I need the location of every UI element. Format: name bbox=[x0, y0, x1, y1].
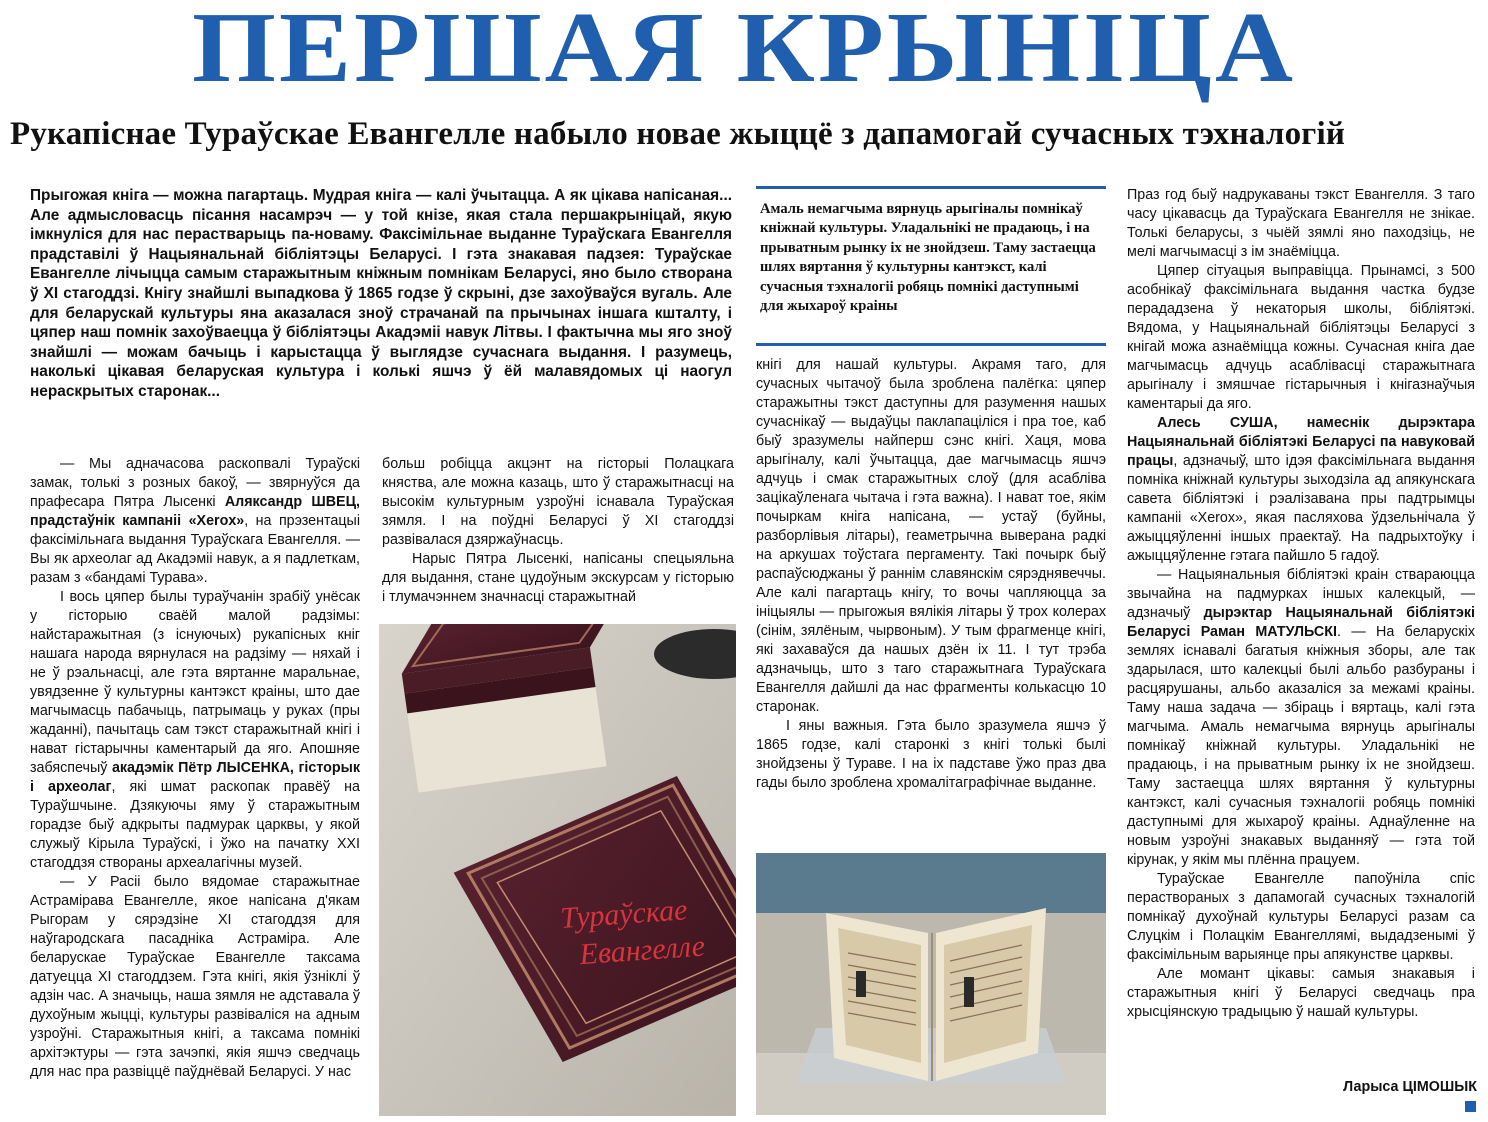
pull-quote-text: Амаль немагчыма вярнуць арыгіналы помнікаў кніжнай культуры. Уладальнікі не прадаюць, і на прыватным рынку іх не знойдзеш. Таму застаецца шлях вяртання ў культурны кантэкст, калі сучасныя тэхналогіі робяць помнікі даступнымі для жыхароў краіны bbox=[760, 201, 1096, 315]
paragraph: І вось цяпер былы тураўчанін зрабіў унёсак у гісторыю сваёй малой радзімы: найстаражытная (з існуючых) рукапісных кніг нашага народа вярнулася на радзіму — няхай і не ў рэальнасці, але гэта вяртанне маральнае, увядзенне ў культурны кантэкст краіны, што дае магчымасць пабачыць, патрымаць у руках (пры жаданні), пачытаць сам тэкст старажытнай кнігі і нават гістарычны каментарый да яго. Апошняе забяспечыў акадэмік Пётр ЛЫСЕНКА, гісторык і археолаг, які шмат раскопак правёў на Тураўшчыне. Дзякуючы яму ў старажытным горадзе быў адкрыты падмурак царквы, у якой служыў Кірыла Тураўскі, і ўжо на пачатку XXI стагоддзя створаны археалагічны музей. bbox=[30, 589, 360, 871]
quote-bottom-rule bbox=[756, 343, 1106, 346]
masthead-title: ПЕРШАЯ КРЫНІЦА bbox=[192, 0, 1296, 104]
paragraph: больш робіцца акцэнт на гісторыі Полацкага княства, але можна казаць, што ў старажытнасці на высокім культурным узроўні існавала Тураўская зямля. І на поўдні Беларусі ў XI стагоддзі развівалася дзяржаўнасць. bbox=[382, 456, 734, 548]
pull-quote bbox=[756, 186, 1106, 346]
article-lead: Прыгожая кніга — можна пагартаць. Мудрая кніга — калі ўчытацца. А як цікава напісаная... Але адмысловасць пісання насамрэч — у той кнізе, якая стала першакрыніцай, якую імкнуліся для нас перастварыць па-новаму. Факсімільнае выданне Тураўскага Евангелля прадставілі ў Нацыянальнай бібліятэцы Беларусі. І гэта знакавая падзея: Тураўскае Евангелле лічыцца самым старажытным кніжным помнікам Беларусі, яно было створана ў XI стагоддзі. Кнігу знайшлі выпадкова ў 1865 годзе ў скрыні, дзе захоўваўся вугаль. Але для беларускай культуры яна аказалася зноў страчанай па прычынах іншага кшталту, і цяпер наш помнік захоўваецца ў бібліятэцы Акадэміі навук Літвы. І фактычна мы яго зноў знайшлі — можам бачыць і карыстацца ў выглядзе сучаснага выдання. І разумець, наколькі цікавая беларуская культура і колькі яшчэ ў ёй малавядомых ці наогул нераскрытых старонак... bbox=[30, 187, 732, 400]
paragraph: Алесь СУША, намеснік дырэктара Нацыянальнай бібліятэкі Беларусі па навуковай працы, адзначыў, што ідэя факсімільнага выдання помніка кніжнай культуры зыходзіла ад апякунскага савета бібліятэкі і рэалізавана пры падтрымцы кампаніі «Xerox», якая пасляхова ўдзельнічала ў ажыццяўленні іншых праектаў. На падрыхтоўку і ажыццяўленне гэтага пайшло 5 гадоў. bbox=[1127, 415, 1475, 564]
paragraph: Цяпер сітуацыя выправіцца. Прынамсі, з 500 асобнікаў факсімільнага выдання частка будзе перададзена ў некаторыя школы, бібліятэкі. Вядома, у Нацыянальнай бібліятэцы Беларусі з кнігай можа азнаёміцца кожны. Сучасная кніга дае магчымасць адчуць асаблівасці старажытнага арыгіналу і змяшчае гістарычныя і кнігазнаўчыя каментарыі да яго. bbox=[1127, 263, 1475, 412]
paragraph: — Нацыянальныя бібліятэкі краін ствараюцца звычайна на падмурках іншых калекцый, — адзначыў дырэктар Нацыянальнай бібліятэкі Беларусі Раман МАТУЛЬСКІ. — На беларускіх землях існавалі багатыя кніжныя зборы, але так здарылася, што калекцыі былі альбо разбураны і расцярушаны, альбо аказаліся за межамі краіны. Таму наша задача — збіраць і вяртаць, калі гэта магчыма. Амаль немагчыма вярнуць арыгіналы помнікаў кніжнай культуры. Уладальнікі не прадаюць, і на прыватным рынку іх не знойдзеш. Таму застаецца шлях вяртання ў культурны кантэкст, калі сучасныя тэхналогіі робяць помнікі даступнымі для жыхароў краіны. Аднаўленне на новым узроўні знакавых выданняў — гэта той кірунак, у якім мы плённа працуем. bbox=[1127, 567, 1475, 868]
paragraph: — Мы адначасова раскопвалі Тураўскі замак, толькі з розных бакоў, — звярнуўся да прафесара Пятра Лысенкі Аляксандр ШВЕЦ, прадстаўнік кампаніі «Xerox», на прэзентацыі факсімільнага выдання Тураўскага Евангелля. — Вы як археолаг ад Акадэміі навук, а я падлеткам, разам з «бандамі Турава». bbox=[30, 456, 360, 586]
end-mark-icon bbox=[1465, 1101, 1476, 1112]
paragraph: — У Расіі было вядомае старажытнае Астрамірава Евангелле, якое напісана д'якам Рыгорам у сярэдзіне XI стагоддзя для наўгародскага пасадніка Астраміра. Але беларускае Тураўскае Евангелле таксама датуецца XI стагоддзем. Гэта кнігі, якія ўзніклі ў адзін час. А значыць, наша зямля не адставала ў духоўным жыцці, культуры развіваліся на адным узроўні. Старажытныя кнігі, а таксама помнікі архітэктуры — гэта зачэпкі, якія яшчэ сведчаць для нас пра развіццё паўднёвай Беларусі. У нас bbox=[30, 874, 360, 1080]
paragraph: кнігі для нашай культуры. Акрамя таго, для сучасных чытачоў была зроблена палёгка: цяпер старажытны тэкст даступны для разумення нашых сучаснікаў — выдаўцы паклапаціліся і пра тое, каб быў зразумелы найперш сэнс кнігі. Хаця, мова арыгіналу, калі ўчытацца, дае магчымасць яшчэ адчуць і смак старажытных слоў (для асабліва зацікаўленага чытача і гэта важна). І нават тое, якім почыркам кніга напісана, — устаў (буйны, разборлівыя літары), геаметрычна выверана радкі на аркушах тоўстага пергаменту. Такі почырк быў распаўсюджаны ў раннім славянскім сярэднявеччы. Але калі пагартаць кнігу, то вочы чапляюцца за ініцыялы — прыгожыя вялікія літары ў трох колерах (сінім, зялёным, чырвоным). У тым фрагменце кнігі, які захаваўся да нашых дзён іх 11. І тут трэба адзначыць, што з таго старажытнага Тураўскага Евангелля дайшлі да нас фрагменты колькасцю 10 старонак. bbox=[756, 357, 1106, 715]
paragraph: Праз год быў надрукаваны тэкст Евангелля. З таго часу цікавасць да Тураўскага Евангелля не знікае. Толькі беларусы, з чыёй зямлі яно паходзіць, не мелі магчымасці з ім знаёміцца. bbox=[1127, 187, 1475, 260]
quote-top-rule bbox=[756, 186, 1106, 189]
paragraph: Але момант цікавы: самыя знакавыя і старажытныя кнігі ў Беларусі сведчаць пра хрысціянскую традыцыю ў нашай культуры. bbox=[1127, 966, 1475, 1020]
paragraph: І яны важныя. Гэта было зразумела яшчэ ў 1865 годзе, калі старонкі з кнігі толькі былі знойдзены ў Тураве. І на іх падставе ўжо праз два гады было зроблена хромалітаграфічнае выданне. bbox=[756, 718, 1106, 791]
column-4 bbox=[1127, 186, 1475, 1022]
article-headline: Рукапіснае Тураўскае Евангелле набыло новае жыццё з дапамогай сучасных тэхналогій bbox=[10, 116, 1346, 152]
column-1 bbox=[30, 455, 360, 1082]
paragraph: Нарыс Пятра Лысенкі, напісаны спецыяльна для выдання, стане цудоўным экскурсам у гісторыю і тлумачэннем значнасці старажытнай bbox=[382, 551, 734, 605]
photo-open-book bbox=[756, 853, 1106, 1115]
paragraph: Тураўскае Евангелле папоўніла спіс пераствораных з дапамогай сучасных тэхналогій помнікаў духоўнай культуры Беларусі разам са Слуцкім і Полацкім Евангеллямі, выдадзенымі ў факсімільным варыянце пры апякунстве царквы. bbox=[1127, 871, 1475, 963]
book-cover-title-line1: Тураўскае bbox=[559, 893, 689, 936]
book-cover-title-line2: Евангелле bbox=[578, 929, 707, 972]
column-3 bbox=[756, 356, 1106, 793]
column-2 bbox=[382, 455, 734, 607]
author-byline: Ларыса ЦІМОШЫК bbox=[1343, 1079, 1477, 1095]
photo-book-stack bbox=[379, 624, 736, 1116]
